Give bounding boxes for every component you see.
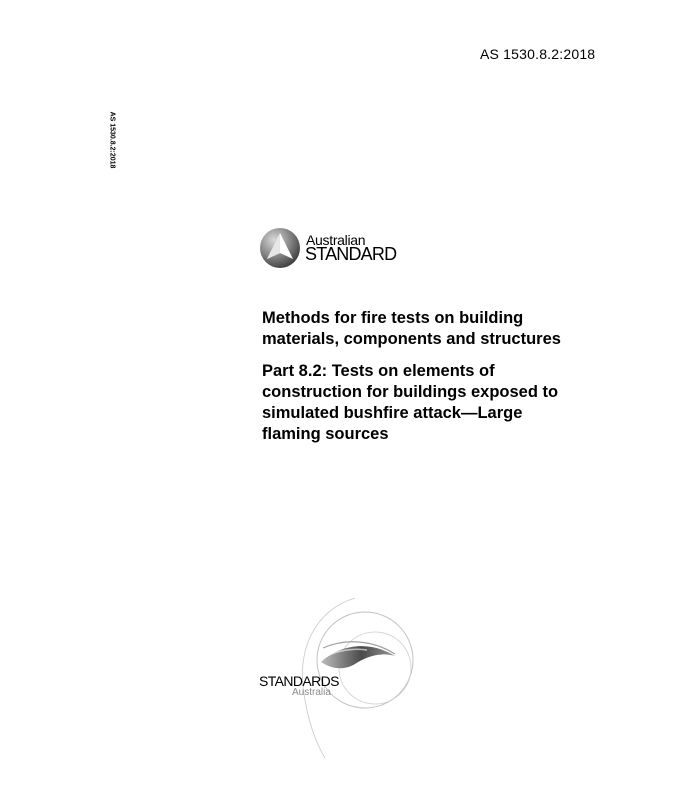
document-subtitle: Part 8.2: Tests on elements of construction for buildings exposed to simulated bushfire attack—Large flaming sources — [262, 362, 559, 443]
standards-australia-logo — [255, 590, 425, 760]
logo-word-standard: STANDARD — [305, 244, 397, 264]
australian-standard-logo-icon — [258, 226, 302, 270]
title-block — [262, 308, 602, 445]
australian-standard-logo — [258, 226, 418, 272]
logo-word-australia: Australia — [292, 687, 331, 698]
logo-word-standards: STANDARDS — [259, 673, 339, 689]
document-number: AS 1530.8.2:2018 — [480, 46, 596, 62]
logo-word-australian: Australian — [306, 232, 366, 248]
document-title: Methods for fire tests on building materials, components and structures — [262, 309, 561, 348]
spine-document-number: AS 1530.8.2:2018 — [108, 111, 116, 169]
